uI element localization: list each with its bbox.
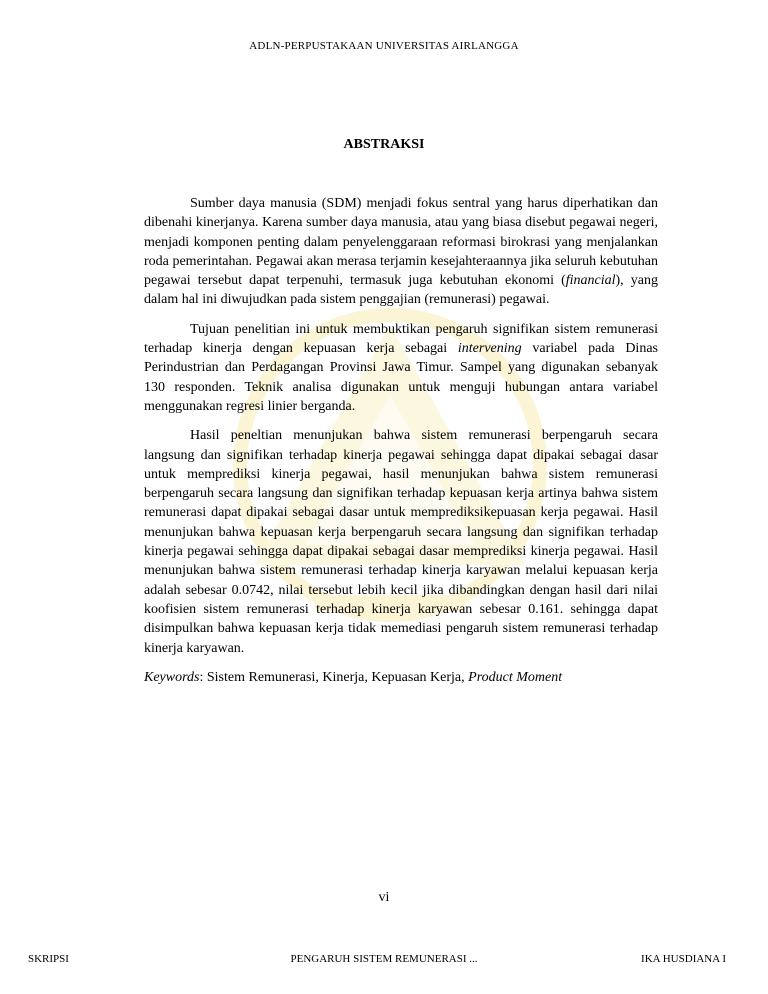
footer-right: IKA HUSDIANA I <box>641 953 726 965</box>
paragraph-2-text: Tujuan penelitian ini untuk membuktikan pengaruh signifikan sistem remunerasi terhadap kinerja dengan kepuasan kerja sebagai <box>144 321 658 357</box>
abstract-paragraph-2 <box>144 320 658 416</box>
abstract-paragraph-1 <box>144 194 658 310</box>
keywords-separator: : <box>199 669 207 685</box>
paragraph-1-text-end: ), yang dalam hal ini diwujudkan pada sistem penggajian (remunerasi) pegawai. <box>144 273 658 308</box>
footer-center: PENGARUH SISTEM REMUNERASI ... <box>290 953 478 965</box>
paragraph-2-italic-term: intervening <box>457 341 522 357</box>
paragraph-1-text: Sumber daya manusia (SDM) menjadi fokus sentral yang harus diperhatikan dan dibenahi kinerjanya. Karena sumber daya manusia, atau yang biasa disebut pegawai negeri, menjadi komponen penting dalam penyelenggaraan reformasi birokrasi yang menjalankan roda pemerintahan. Pegawai akan merasa terjamin kesejahteraannya jika seluruh kebutuhan pegawai tersebut dapat terpenuhi, termasuk juga kebutuhan ekonomi ( <box>144 196 658 289</box>
page-number: vi <box>378 890 390 905</box>
page-title: ABSTRAKSI <box>343 137 425 152</box>
paragraph-2-text-end: variabel pada Dinas Perindustrian dan Perdagangan Provinsi Jawa Timur. Sampel yang digunakan sebanyak 130 responden. Teknik analisa digunakan untuk menguji hubungan antara variabel menggunakan regresi linier berganda. <box>144 341 658 414</box>
footer-left: SKRIPSI <box>28 953 69 965</box>
abstract-paragraph-3: Hasil peneltian menunjukan bahwa sistem remunerasi berpengaruh secara langsung dan signifikan terhadap kinerja pegawai sehingga dapat dipakai sebagai dasar untuk memprediksi kinerja pegawai, hasil menunjukan bahwa sistem remunerasi berpengaruh secara langsung dan signifikan terhadap kepuasan kerja artinya bahwa sistem remunerasi dapat dipakai sebagai dasar untuk memprediksikepuasan kerja pegawai. Hasil menunjukan bahwa kepuasan kerja berpengaruh secara langsung dan signifikan terhadap kinerja pegawai sehingga dapat dipakai sebagai dasar memprediksi kinerja pegawai. Hasil menunjukan bahwa sistem remunerasi terhadap kinerja karyawan melalui kepuasan kerja adalah sebesar 0.0742, nilai tersebut lebih kecil jika dibandingkan dengan hasil dari nilai koofisien sistem remunerasi terhadap kinerja karyawan sebesar 0.161. sehingga dapat disimpulkan bahwa kepuasan kerja tidak memediasi pengaruh sistem remunerasi terhadap kinerja karyawan. <box>144 428 658 656</box>
keywords-list: Sistem Remunerasi, Kinerja, Kepuasan Kerja, <box>206 669 469 685</box>
keywords-last-item: Product Moment <box>468 669 563 685</box>
paragraph-1-italic-term: financial <box>565 273 616 289</box>
keywords-label: Keywords <box>144 669 200 685</box>
page-header: ADLN-PERPUSTAKAAN UNIVERSITAS AIRLANGGA <box>249 40 519 52</box>
keywords-line <box>144 668 658 687</box>
abstract-body <box>144 194 658 697</box>
